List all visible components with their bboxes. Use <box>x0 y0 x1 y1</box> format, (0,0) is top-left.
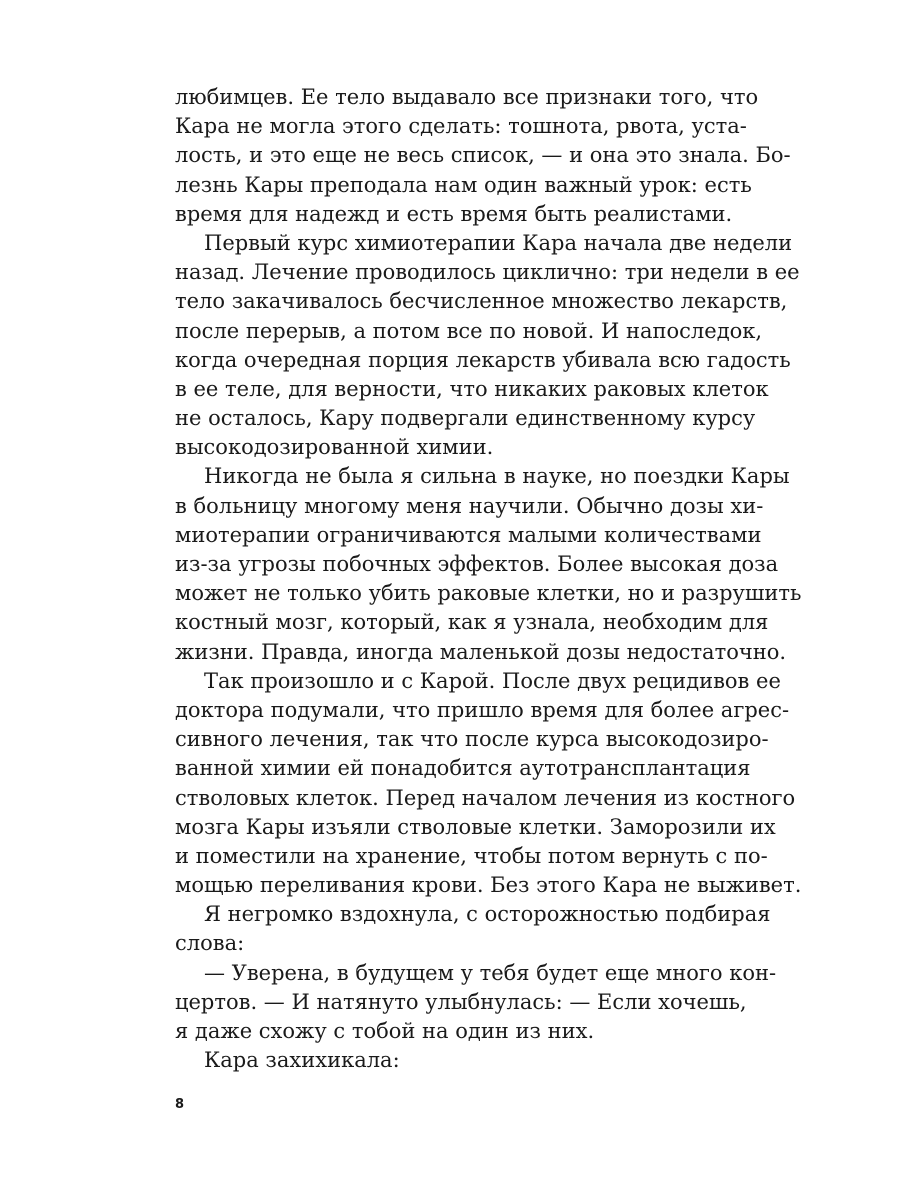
text-line: ванной химии ей понадобится аутотрансплантация <box>175 756 751 781</box>
text-line: стволовых клеток. Перед началом лечения из костного <box>175 785 796 810</box>
paragraph-first-line: Первый курс химиотерапии Кара начала две недели <box>204 230 793 255</box>
text-line: мощью переливания крови. Без этого Кара не выживет. <box>175 873 802 898</box>
text-line: костный мозг, который, как я узнала, необходим для <box>175 610 769 635</box>
text-line: Кара не могла этого сделать: тошнота, рвота, уста- <box>175 114 747 139</box>
text-line: мозга Кары изъяли стволовые клетки. Заморозили их <box>175 814 776 839</box>
text-line: в ее теле, для верности, что никаких раковых клеток <box>175 376 769 401</box>
dialogue-line: — Уверена, в будущем у тебя будет еще много кон- <box>204 960 777 985</box>
page-number: 8 <box>175 1097 185 1112</box>
text-line: любимцев. Ее тело выдавало все признаки того, что <box>175 85 759 109</box>
text-line: тело закачивалось бесчисленное множество лекарств, <box>175 289 788 314</box>
paragraph-first-line: Я негромко вздохнула, с осторожностью подбирая <box>204 902 771 927</box>
paragraph-first-line: Кара захихикала: <box>204 1048 400 1073</box>
text-line: цертов. — И натянуто улыбнулась: — Если хочешь, <box>175 989 747 1014</box>
body-text <box>175 83 802 1075</box>
text-line: из-за угрозы побочных эффектов. Более высокая доза <box>175 552 779 576</box>
text-line: лезнь Кары преподала нам один важный урок: есть <box>175 172 752 197</box>
text-line: не осталось, Кару подвергали единственному курсу <box>175 406 756 431</box>
text-line: сивного лечения, так что после курса высокодозиро- <box>175 727 769 752</box>
text-line: после перерыв, а потом все по новой. И напоследок, <box>175 318 763 343</box>
paragraph-first-line: Никогда не была я сильна в науке, но поездки Кары <box>204 464 790 489</box>
text-line: слова: <box>175 931 245 956</box>
text-line: назад. Лечение проводилось циклично: три недели в ее <box>175 260 800 285</box>
text-line: может не только убить раковые клетки, но и разрушить <box>175 581 802 606</box>
text-line: лость, и это еще не весь список, — и она это знала. Бо- <box>175 143 791 168</box>
text-line: доктора подумали, что пришло время для более агрес- <box>175 697 790 722</box>
paragraph-first-line: Так произошло и с Карой. После двух рецидивов ее <box>204 668 781 693</box>
text-line: в больницу многому меня научили. Обычно дозы хи- <box>175 493 764 518</box>
text-line: я даже схожу с тобой на один из них. <box>175 1019 595 1043</box>
text-line: и поместили на хранение, чтобы потом вернуть с по- <box>175 843 768 868</box>
text-line: время для надежд и есть время быть реалистами. <box>175 201 733 226</box>
text-line: когда очередная порция лекарств убивала всю гадость <box>175 347 791 372</box>
text-line: жизни. Правда, иногда маленькой дозы недостаточно. <box>175 639 787 664</box>
text-line: миотерапии ограничиваются малыми количествами <box>175 522 762 547</box>
text-line: высокодозированной химии. <box>175 435 494 460</box>
